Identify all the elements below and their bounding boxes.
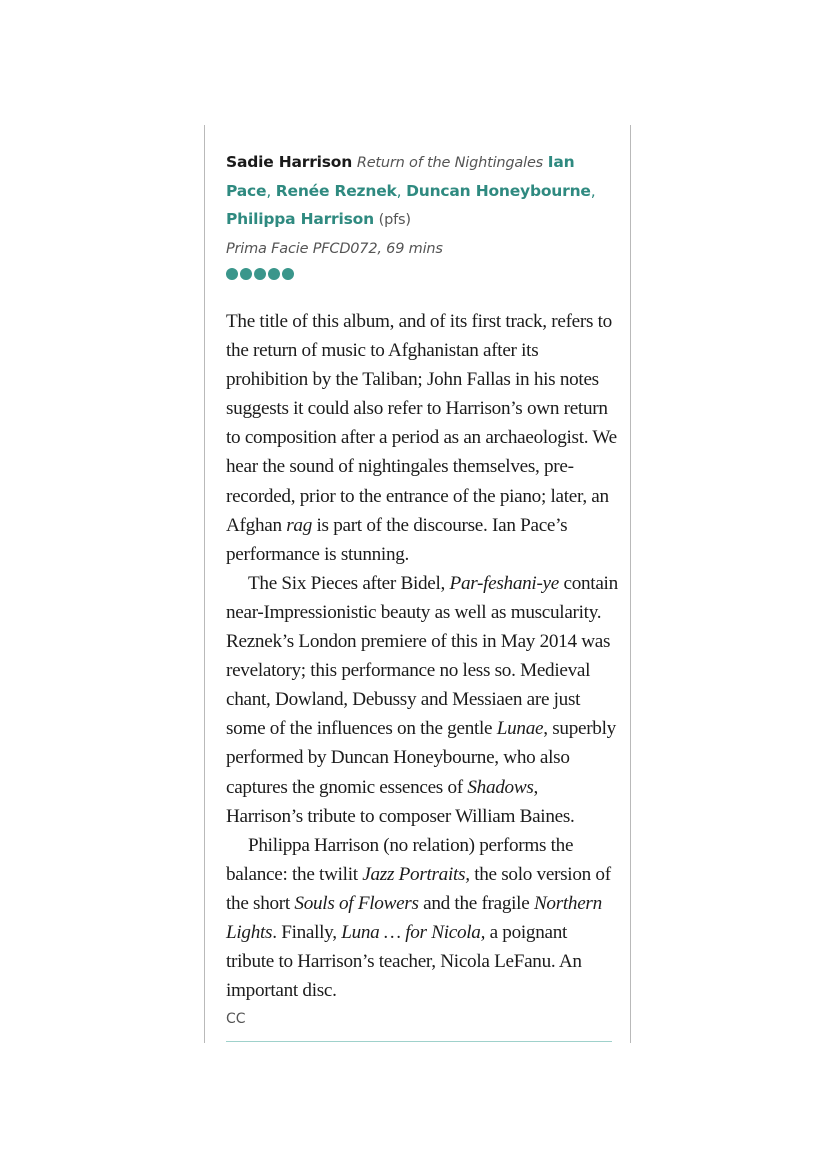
performer-name: Duncan Honeybourne xyxy=(406,182,591,200)
italic-term: Lunae xyxy=(496,718,544,740)
italic-term: Shadows xyxy=(467,776,534,798)
review-header xyxy=(226,148,618,263)
paragraph-text: contain near-Impressionistic beauty as well as muscularity. Reznek’s London premiere of this in May 2014 was revelatory; this performance no less so. Medieval chant, Dowland, Debussy and Messiaen are just some of the influences on the gentle xyxy=(226,572,618,740)
work-title: Return of the Nightingales xyxy=(356,155,544,171)
performer-separator: , xyxy=(266,182,272,200)
paragraph-text: a poignant tribute to Harrison’s teacher, Nicola LeFanu. An important disc. xyxy=(226,921,582,1002)
italic-term: rag xyxy=(286,514,313,536)
instrument-label: (pfs) xyxy=(378,212,411,228)
column-rule-right xyxy=(630,125,631,1043)
paragraph-text: Philippa Harrison (no relation) performs the balance: the twilit xyxy=(226,834,574,885)
italic-term: Par-feshani-ye xyxy=(449,572,559,594)
review-paragraph-3 xyxy=(226,831,618,1006)
italic-term: Souls of Flowers xyxy=(294,892,419,914)
composer-name: Sadie Harrison xyxy=(226,153,353,171)
italic-term: Jazz Portraits, xyxy=(362,863,470,885)
star-rating xyxy=(226,267,618,281)
performer-name: Philippa Harrison xyxy=(226,210,374,228)
rating-dot-icon xyxy=(226,268,238,280)
catalogue-info: Prima Facie PFCD072, 69 mins xyxy=(226,241,443,257)
bottom-divider xyxy=(226,1041,612,1042)
paragraph-text: , superbly performed by Duncan Honeybourne, who also captures the gnomic essences of xyxy=(226,718,616,798)
paragraph-text: The title of this album, and of its first track, refers to the return of music to Afghanistan after its prohibition by the Taliban; John Fallas in his notes suggests it could also refer to Harrison’s own return to composition after a period as an archaeologist. We hear the sound of nightingales themselves, pre-recorded, prior to the entrance of the piano; later, an Afghan xyxy=(226,311,617,536)
review-paragraph-2 xyxy=(226,569,618,831)
paragraph-text: the solo version of the short xyxy=(226,863,611,914)
rating-dot-icon xyxy=(254,268,266,280)
review-body xyxy=(226,307,618,1005)
paragraph-text: and the fragile xyxy=(418,892,534,914)
column-rule-left xyxy=(204,125,205,1043)
paragraph-text: The Six Pieces after Bidel, xyxy=(248,572,450,594)
paragraph-text: , Harrison’s tribute to composer William Baines. xyxy=(226,776,575,827)
performer-name: Ian Pace xyxy=(226,153,575,200)
review-article xyxy=(226,148,618,1031)
italic-term: Northern Lights xyxy=(226,892,602,943)
italic-term: Luna … for Nicola, xyxy=(341,921,486,943)
paragraph-text: . Finally, xyxy=(272,921,342,943)
performer-name: Renée Reznek xyxy=(275,182,397,200)
rating-dot-icon xyxy=(268,268,280,280)
paragraph-text: is part of the discourse. Ian Pace’s performance is stunning. xyxy=(226,514,568,565)
review-paragraph-1 xyxy=(226,307,618,569)
reviewer-initials: CC xyxy=(226,1011,246,1028)
performer-separator: , xyxy=(590,182,596,200)
performer-separator: , xyxy=(396,182,402,200)
rating-dot-icon xyxy=(282,268,294,280)
rating-dot-icon xyxy=(240,268,252,280)
